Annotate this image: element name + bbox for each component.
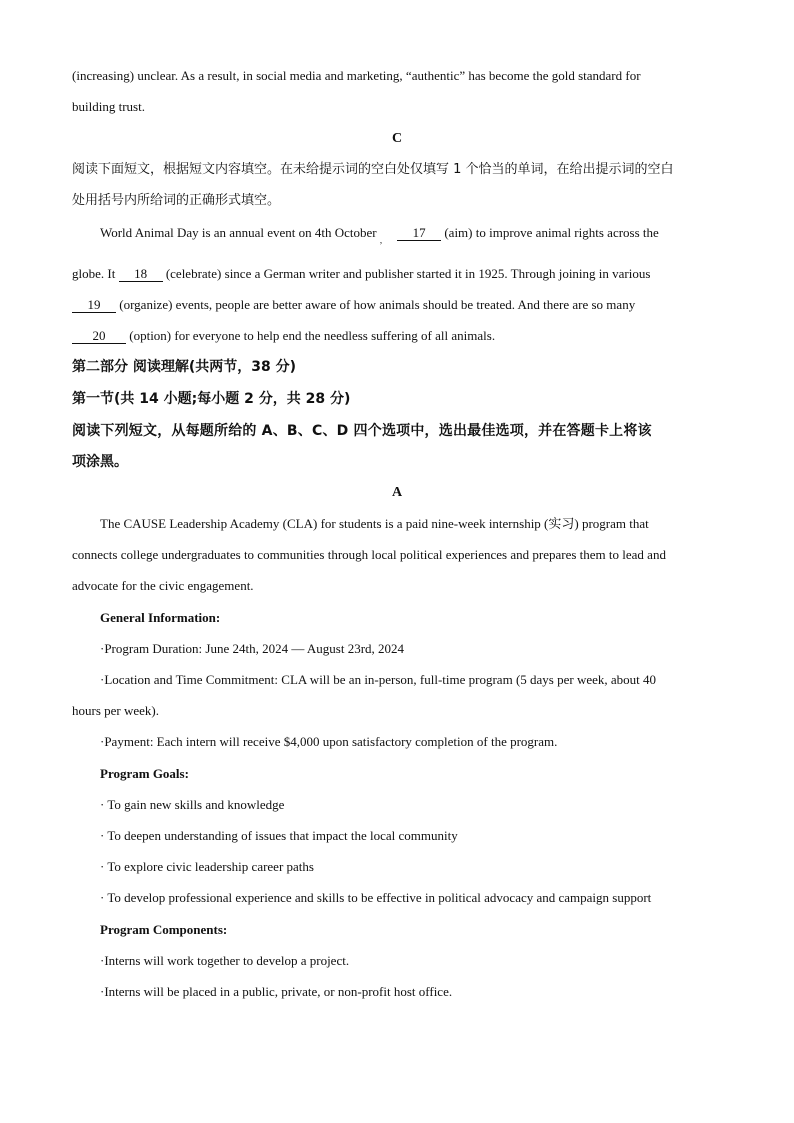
p4-after: (option) for everyone to help end the needless suffering of all animals. <box>129 328 496 343</box>
program-goals-heading: Program Goals: <box>100 766 189 781</box>
component-item: ·Interns will work together to develop a project. <box>100 953 350 968</box>
part-two-instruction-line-1: 阅读下列短文，从每题所给的 A、B、C、D 四个选项中，选出最佳选项，并在答题卡上将该 <box>72 423 652 439</box>
blank-17: 17 <box>397 226 441 241</box>
passage-a-intro-line-3: advocate for the civic engagement. <box>72 578 254 593</box>
component-item: ·Interns will be placed in a public, private, or non-profit host office. <box>100 984 453 999</box>
passage-a-intro-line-2: connects college undergraduates to communities through local political experiences and prepares them to lead and <box>72 547 666 562</box>
passage-b-tail-line-1: (increasing) unclear. As a result, in social media and marketing, “authentic” has become the gold standard for <box>72 68 641 83</box>
part-two-title: 第二部分 阅读理解(共两节，38 分) <box>72 359 297 375</box>
program-duration: ·Program Duration: June 24th, 2024 — August 23rd, 2024 <box>100 641 405 656</box>
passage-a-intro-line-1: The CAUSE Leadership Academy (CLA) for students is a paid nine-week internship (实习) program that <box>100 516 649 531</box>
section-c-instruction-line-1: 阅读下面短文，根据短文内容填空。在未给提示词的空白处仅填写 1 个恰当的单词，在给出提示词的空白 <box>72 162 674 177</box>
passage-a-heading: A <box>391 485 403 500</box>
part-two-instruction-line-2: 项涂黑。 <box>72 454 128 470</box>
p1-before: World Animal Day is an annual event on 4th October <box>100 225 377 240</box>
passage-b-tail-line-2: building trust. <box>72 99 145 114</box>
program-components-heading: Program Components: <box>100 922 228 937</box>
goal-item: · To develop professional experience and skills to be effective in political advocacy and campaign support <box>100 890 652 905</box>
payment: ·Payment: Each intern will receive $4,000 upon satisfactory completion of the program. <box>100 734 558 749</box>
general-information-heading: General Information: <box>100 610 221 625</box>
blank-19: 19 <box>72 298 116 313</box>
p2-after: (celebrate) since a German writer and publisher started it in 1925. Through joining in various <box>165 266 651 281</box>
section-c-heading: C <box>391 131 403 146</box>
goal-item: · To gain new skills and knowledge <box>100 797 285 812</box>
p1-after: (aim) to improve animal rights across the <box>444 225 659 240</box>
location-line-1: ·Location and Time Commitment: CLA will be an in-person, full-time program (5 days per week, about 40 <box>100 672 657 687</box>
goal-item: · To deepen understanding of issues that impact the local community <box>100 828 458 843</box>
part-two-section-one: 第一节(共 14 小题;每小题 2 分，共 28 分) <box>72 391 351 407</box>
p2-before: globe. It <box>72 266 116 281</box>
location-line-2: hours per week). <box>72 703 159 718</box>
blank-20: 20 <box>72 329 126 344</box>
section-c-paragraph-line-3 <box>72 297 732 313</box>
section-c-paragraph-line-1 <box>100 225 760 248</box>
comma-mark: , <box>379 235 383 245</box>
section-c-paragraph-line-2 <box>72 266 732 282</box>
p3-after: (organize) events, people are better aware of how animals should be treated. And there are so many <box>119 297 636 312</box>
section-c-instruction-line-2: 处用括号内所给词的正确形式填空。 <box>72 193 281 208</box>
section-c-paragraph-line-4 <box>72 328 732 344</box>
blank-18: 18 <box>119 267 163 282</box>
goal-item: · To explore civic leadership career paths <box>100 859 314 874</box>
